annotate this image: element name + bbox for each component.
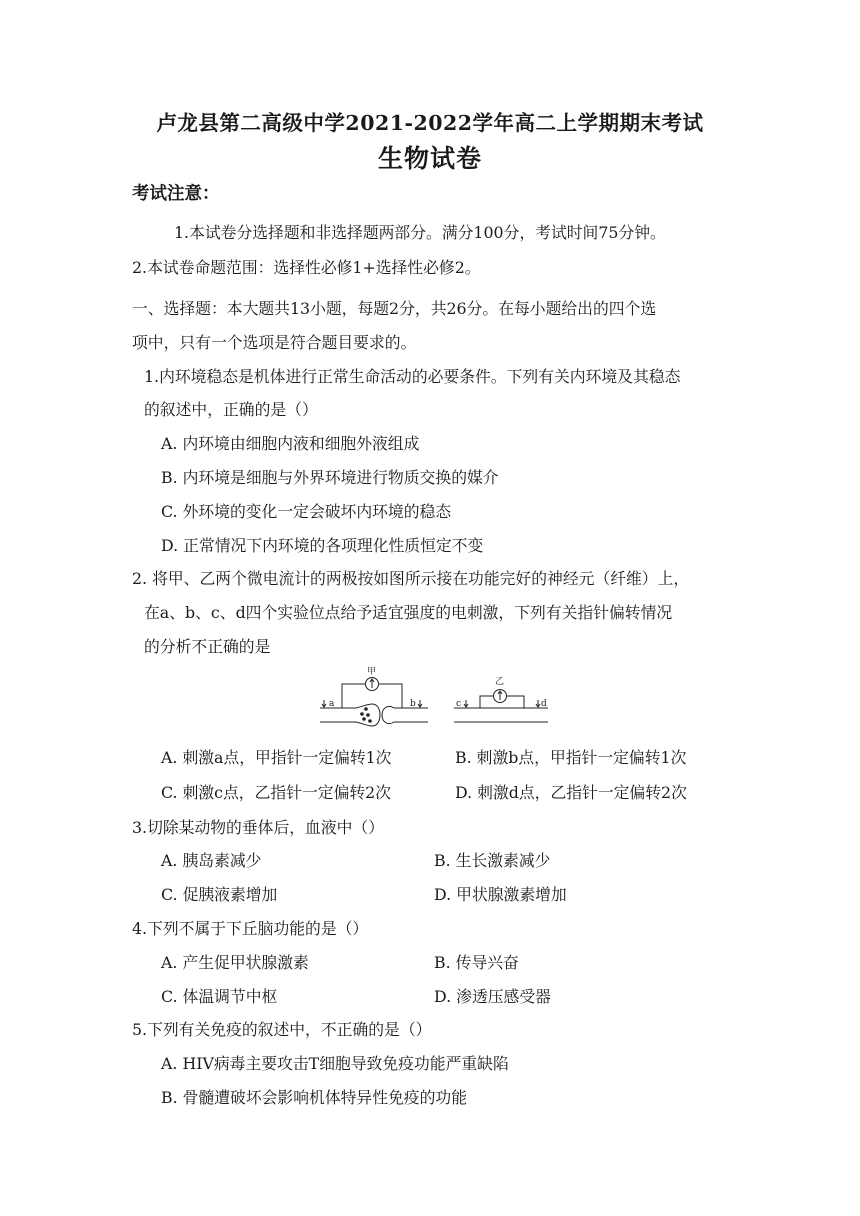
q2-stem-line-2: 在a、b、c、d四个实验位点给予适宜强度的电刺激，下列有关指针偏转情况: [144, 603, 673, 622]
q1-option-d: D. 正常情况下内环境的各项理化性质恒定不变: [161, 536, 484, 555]
q3-option-d: D. 甲状腺激素增加: [434, 885, 567, 904]
q5-option-b: B. 骨髓遭破坏会影响机体特异性免疫的功能: [161, 1088, 467, 1107]
notice-item-1: 1.本试卷分选择题和非选择题两部分。满分100分，考试时间75分钟。: [174, 223, 666, 242]
neuron-galvanometer-figure: [316, 664, 552, 736]
q2-option-b: B. 刺激b点，甲指针一定偏转1次: [455, 748, 687, 767]
q1-stem-line-2: 的叙述中，正确的是（）: [144, 400, 318, 419]
q3-option-b: B. 生长激素减少: [434, 851, 551, 870]
q3-option-a: A. 胰岛素减少: [161, 851, 262, 870]
meter-yi-label: 乙: [495, 677, 505, 687]
q4-option-a: A. 产生促甲状腺激素: [161, 953, 309, 972]
q5-stem: 5.下列有关免疫的叙述中，不正确的是（）: [132, 1020, 432, 1039]
q2-option-c: C. 刺激c点，乙指针一定偏转2次: [161, 783, 392, 802]
q4-option-c: C. 体温调节中枢: [161, 987, 278, 1006]
exam-title: 卢龙县第二高级中学2021-2022学年高二上学期期末考试: [156, 111, 704, 135]
meter-jia-label: 甲: [367, 667, 377, 677]
section-instructions-line-2: 项中，只有一个选项是符合题目要求的。: [132, 333, 417, 352]
q2-option-a: A. 刺激a点，甲指针一定偏转1次: [161, 748, 392, 767]
q1-option-a: A. 内环境由细胞内液和细胞外液组成: [161, 434, 420, 453]
q4-option-d: D. 渗透压感受器: [434, 987, 551, 1006]
q4-option-b: B. 传导兴奋: [434, 953, 519, 972]
exam-subtitle: 生物试卷: [377, 144, 482, 173]
q2-stem-line-3: 的分析不正确的是: [144, 637, 271, 656]
q2-option-d: D. 刺激d点，乙指针一定偏转2次: [455, 783, 687, 802]
q1-option-c: C. 外环境的变化一定会破坏内环境的稳态: [161, 502, 452, 521]
q3-stem: 3.切除某动物的垂体后，血液中（）: [132, 818, 385, 837]
point-d-label: d: [541, 699, 547, 709]
point-a-label: a: [329, 699, 335, 709]
point-b-label: b: [410, 699, 416, 709]
q5-option-a: A. HIV病毒主要攻击T细胞导致免疫功能严重缺陷: [161, 1054, 509, 1073]
q2-stem-line-1: 2. 将甲、乙两个微电流计的两极按如图所示接在功能完好的神经元（纤维）上，: [132, 569, 690, 588]
notice-item-2: 2.本试卷命题范围：选择性必修1+选择性必修2。: [132, 258, 481, 277]
section-instructions-line-1: 一、选择题：本大题共13小题，每题2分，共26分。在每小题给出的四个选: [132, 299, 657, 318]
q1-stem-line-1: 1.内环境稳态是机体进行正常生命活动的必要条件。下列有关内环境及其稳态: [144, 367, 681, 386]
q4-stem: 4.下列不属于下丘脑功能的是（）: [132, 919, 369, 938]
notice-heading: 考试注意：: [132, 184, 220, 204]
point-c-label: c: [456, 699, 462, 709]
q1-option-b: B. 内环境是细胞与外界环境进行物质交换的媒介: [161, 468, 499, 487]
q3-option-c: C. 促胰液素增加: [161, 885, 278, 904]
